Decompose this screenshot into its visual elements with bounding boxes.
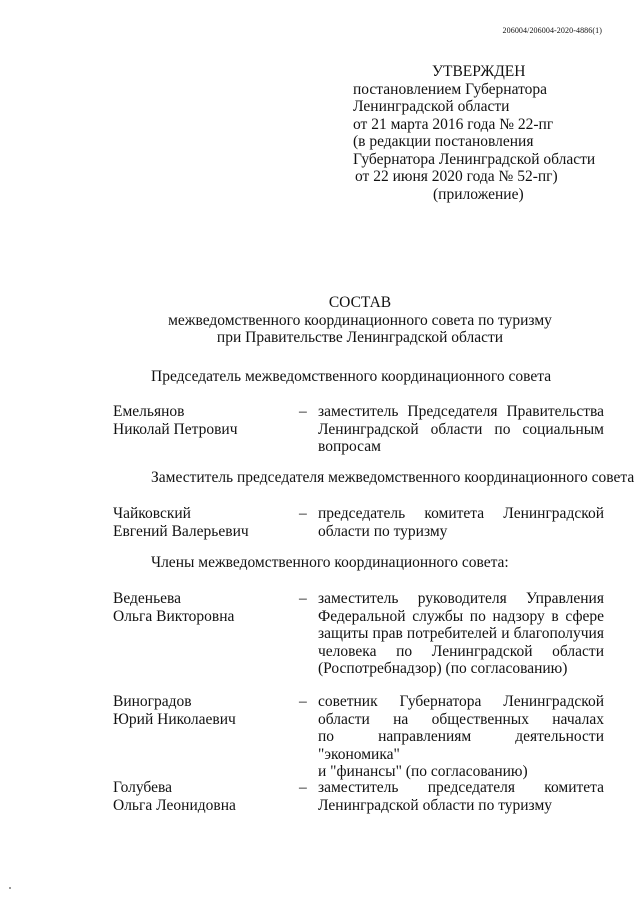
member-name	[113, 693, 293, 728]
approval-line: Губернатора Ленинградской области	[353, 150, 596, 168]
approval-line: УТВЕРЖДЕН	[432, 63, 526, 80]
member-role: председатель комитета Ленинградской области по туризму	[318, 505, 604, 540]
document-id: 206004/206004-2020-4886(1)	[502, 26, 602, 35]
member-role: советник Губернатора Ленинградской области на общественных началах по направлениям деятельности "экономика" и "финансы" (по согласованию)	[318, 693, 604, 780]
approval-line: от 22 июня 2020 года № 52-пг)	[355, 168, 558, 185]
dash-separator: –	[299, 505, 307, 522]
member-surname: Емельянов	[113, 403, 185, 420]
approval-line: от 21 марта 2016 года № 22-пг	[353, 115, 554, 133]
approval-line: (приложение)	[433, 185, 524, 203]
member-surname: Голубева	[113, 779, 172, 796]
title-line: СОСТАВ	[328, 294, 392, 311]
member-surname: Веденьева	[113, 590, 182, 607]
member-name	[113, 403, 293, 438]
member-name	[113, 779, 293, 814]
dash-separator: –	[299, 590, 307, 607]
section-heading-deputy: Заместитель председателя межведомственного координационного совета	[151, 469, 635, 486]
title-line: при Правительстве Ленинградской области	[216, 329, 504, 346]
member-given-name: Евгений Валерьевич	[113, 522, 249, 540]
member-surname: Виноградов	[113, 693, 192, 710]
approval-line: постановлением Губернатора	[353, 80, 548, 98]
approval-block	[353, 63, 595, 203]
dash-separator: –	[299, 403, 307, 420]
member-given-name: Ольга Леонидовна	[113, 796, 236, 814]
member-given-name: Николай Петрович	[113, 420, 238, 438]
dash-separator: –	[299, 693, 307, 710]
dash-separator: –	[299, 779, 307, 796]
section-heading-chair: Председатель межведомственного координационного совета	[151, 368, 552, 385]
member-role: заместитель председателя комитета Ленинградской области по туризму	[318, 779, 604, 814]
section-heading-members: Члены межведомственного координационного совета:	[151, 554, 509, 571]
member-given-name: Ольга Викторовна	[113, 607, 235, 625]
member-name	[113, 590, 293, 625]
title-line: межведомственного координационного совета по туризму	[168, 311, 552, 329]
member-given-name: Юрий Николаевич	[113, 710, 236, 728]
document-title	[0, 294, 640, 347]
member-role: заместитель руководителя Управления Федеральной службы по надзору в сфере защиты прав потребителей и благополучия человека по Ленинградской области (Роспотребнадзор) (по согласованию)	[318, 590, 604, 677]
approval-line: (в редакции постановления	[353, 133, 534, 150]
scan-speck	[9, 887, 11, 889]
approval-line: Ленинградской области	[353, 98, 510, 115]
member-name	[113, 505, 293, 540]
member-surname: Чайковский	[113, 505, 191, 522]
member-role: заместитель Председателя Правительства Ленинградской области по социальным вопросам	[318, 403, 604, 455]
